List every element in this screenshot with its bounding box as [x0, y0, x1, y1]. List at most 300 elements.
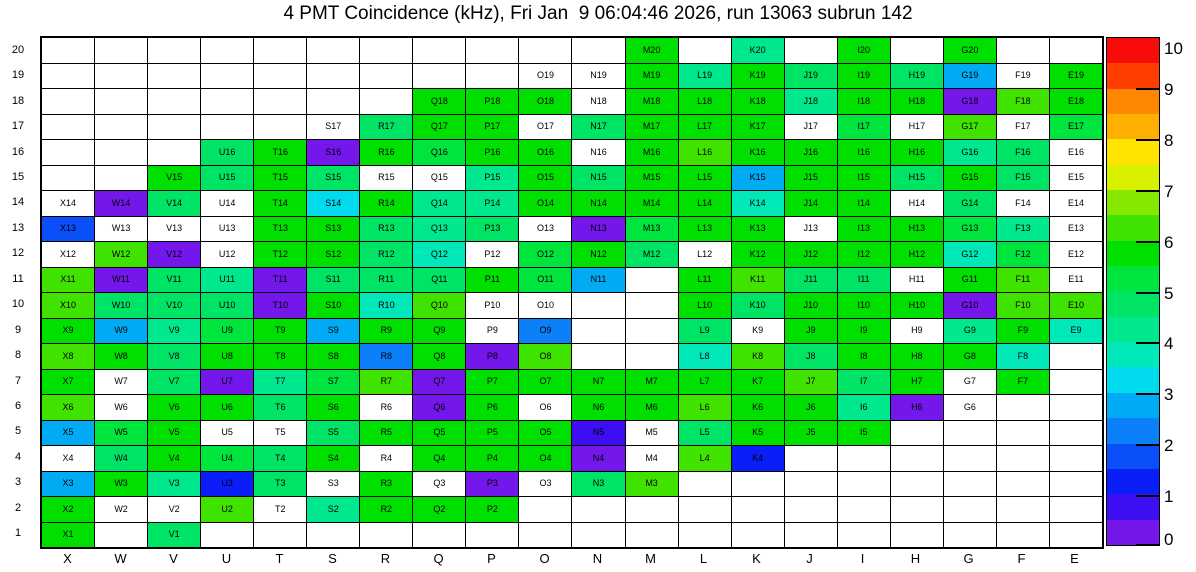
- heatmap-cell: T2: [254, 497, 306, 522]
- heatmap-cell: W3: [95, 472, 147, 497]
- colorbar-segment: [1107, 342, 1159, 367]
- heatmap-cell: X1: [42, 523, 94, 548]
- heatmap-cell-empty: [413, 38, 465, 63]
- heatmap-cell: V13: [148, 217, 200, 242]
- heatmap-cell: Q8: [413, 344, 465, 369]
- heatmap-cell: I20: [838, 38, 890, 63]
- heatmap-cell: N3: [572, 472, 624, 497]
- heatmap-cell: J16: [785, 140, 837, 165]
- heatmap-cell: K18: [732, 89, 784, 114]
- heatmap-cell: H12: [891, 242, 943, 267]
- row-axis-label: 14: [11, 196, 25, 209]
- colorbar-tick-label: 4: [1164, 334, 1174, 354]
- heatmap-cell: V7: [148, 370, 200, 395]
- heatmap-cell-empty: [148, 38, 200, 63]
- heatmap-cell-empty: [307, 89, 359, 114]
- heatmap-cell: J7: [785, 370, 837, 395]
- heatmap-cell: R11: [360, 268, 412, 293]
- heatmap-cell: Q17: [413, 115, 465, 140]
- heatmap-cell: X2: [42, 497, 94, 522]
- heatmap-cell: T16: [254, 140, 306, 165]
- heatmap-cell: M18: [626, 89, 678, 114]
- heatmap-cell: K4: [732, 446, 784, 471]
- heatmap-cell-empty: [42, 115, 94, 140]
- heatmap-cell: S3: [307, 472, 359, 497]
- heatmap-cell: R16: [360, 140, 412, 165]
- heatmap-cell: X11: [42, 268, 94, 293]
- heatmap-cell: N19: [572, 64, 624, 89]
- heatmap-cell-empty: [572, 523, 624, 548]
- colorbar-segment: [1107, 291, 1159, 316]
- heatmap-cell: I13: [838, 217, 890, 242]
- heatmap-cell: Q18: [413, 89, 465, 114]
- heatmap-cell: S6: [307, 395, 359, 420]
- heatmap-cell: T11: [254, 268, 306, 293]
- heatmap-cell: V9: [148, 319, 200, 344]
- heatmap-cell: H17: [891, 115, 943, 140]
- heatmap-cell: H13: [891, 217, 943, 242]
- heatmap-cell: J13: [785, 217, 837, 242]
- heatmap-cell: L12: [679, 242, 731, 267]
- heatmap-cell: S15: [307, 166, 359, 191]
- heatmap-cell: I12: [838, 242, 890, 267]
- heatmap-cell: H8: [891, 344, 943, 369]
- heatmap-cell: P16: [466, 140, 518, 165]
- heatmap-cell: S17: [307, 115, 359, 140]
- column-axis-label: N: [592, 551, 603, 566]
- column-axis-label: X: [63, 551, 72, 566]
- heatmap-cell: M7: [626, 370, 678, 395]
- heatmap-cell: H11: [891, 268, 943, 293]
- heatmap-cell: E17: [1050, 115, 1102, 140]
- heatmap-cell: E19: [1050, 64, 1102, 89]
- heatmap-cell: R14: [360, 191, 412, 216]
- colorbar-segment: [1107, 165, 1159, 190]
- heatmap-cell: V8: [148, 344, 200, 369]
- heatmap-cell-empty: [626, 344, 678, 369]
- row-axis-label: 7: [14, 374, 22, 387]
- heatmap-cell-empty: [466, 38, 518, 63]
- heatmap-cell: G8: [944, 344, 996, 369]
- heatmap-cell-empty: [679, 497, 731, 522]
- row-axis-label: 3: [14, 476, 22, 489]
- heatmap-cell: E18: [1050, 89, 1102, 114]
- heatmap-cell: I7: [838, 370, 890, 395]
- heatmap-cell: N5: [572, 421, 624, 446]
- heatmap-cell-empty: [785, 446, 837, 471]
- heatmap-cell-empty: [95, 140, 147, 165]
- row-axis-label: 15: [11, 170, 25, 183]
- heatmap-cell: H10: [891, 293, 943, 318]
- heatmap-cell: K8: [732, 344, 784, 369]
- heatmap-cell: W6: [95, 395, 147, 420]
- colorbar-segment: [1107, 444, 1159, 469]
- heatmap-cell: G12: [944, 242, 996, 267]
- heatmap-cell: V11: [148, 268, 200, 293]
- heatmap-cell-empty: [785, 472, 837, 497]
- heatmap-cell: L17: [679, 115, 731, 140]
- heatmap-cell: T12: [254, 242, 306, 267]
- row-axis-label: 16: [11, 145, 25, 158]
- colorbar-segment: [1107, 139, 1159, 164]
- heatmap-cell: L11: [679, 268, 731, 293]
- row-axis-label: 19: [11, 69, 25, 82]
- colorbar-tick-label: 3: [1164, 385, 1174, 405]
- heatmap-cell: G9: [944, 319, 996, 344]
- colorbar-segment: [1107, 241, 1159, 266]
- heatmap-cell: H16: [891, 140, 943, 165]
- heatmap-cell-empty: [95, 64, 147, 89]
- heatmap-cell: F10: [997, 293, 1049, 318]
- heatmap-cell: O13: [519, 217, 571, 242]
- heatmap-cell: W8: [95, 344, 147, 369]
- heatmap-cell: P2: [466, 497, 518, 522]
- heatmap-cell: G19: [944, 64, 996, 89]
- heatmap-cell: S4: [307, 446, 359, 471]
- heatmap-cell: K12: [732, 242, 784, 267]
- heatmap-cell-empty: [42, 166, 94, 191]
- heatmap-cell: W9: [95, 319, 147, 344]
- heatmap-cell: U16: [201, 140, 253, 165]
- heatmap-cell: K16: [732, 140, 784, 165]
- colorbar-tick: [1136, 342, 1160, 344]
- heatmap-cell: S5: [307, 421, 359, 446]
- heatmap-cell-empty: [1050, 395, 1102, 420]
- heatmap-cell: G15: [944, 166, 996, 191]
- heatmap-cell-empty: [42, 140, 94, 165]
- colorbar-tick-label: 0: [1164, 530, 1174, 549]
- row-axis-label: 1: [14, 527, 22, 540]
- heatmap-cell: F13: [997, 217, 1049, 242]
- heatmap-cell: G13: [944, 217, 996, 242]
- heatmap-cell: P13: [466, 217, 518, 242]
- heatmap-cell-empty: [997, 421, 1049, 446]
- heatmap-cell-empty: [95, 115, 147, 140]
- heatmap-cell: O10: [519, 293, 571, 318]
- heatmap-cell: Q12: [413, 242, 465, 267]
- row-axis-label: 8: [14, 349, 22, 362]
- heatmap-cell: R15: [360, 166, 412, 191]
- heatmap-cell: K15: [732, 166, 784, 191]
- heatmap-cell-empty: [891, 446, 943, 471]
- colorbar-segment: [1107, 38, 1159, 63]
- heatmap-cell: K14: [732, 191, 784, 216]
- heatmap-cell: F16: [997, 140, 1049, 165]
- heatmap-cell: F12: [997, 242, 1049, 267]
- heatmap-cell: N4: [572, 446, 624, 471]
- heatmap-cell-empty: [679, 523, 731, 548]
- colorbar-segment: [1107, 494, 1159, 519]
- heatmap-cell: Q9: [413, 319, 465, 344]
- row-axis-label: 10: [11, 298, 25, 311]
- heatmap-cell: M15: [626, 166, 678, 191]
- heatmap-cell-empty: [95, 166, 147, 191]
- heatmap-cell: U8: [201, 344, 253, 369]
- heatmap-cell: K10: [732, 293, 784, 318]
- heatmap-cell-empty: [360, 64, 412, 89]
- heatmap-cell-empty: [626, 268, 678, 293]
- heatmap-cell: F9: [997, 319, 1049, 344]
- heatmap-cell: J6: [785, 395, 837, 420]
- heatmap-cell: U6: [201, 395, 253, 420]
- heatmap-cell-empty: [626, 497, 678, 522]
- heatmap-cell: F7: [997, 370, 1049, 395]
- heatmap-cell: F8: [997, 344, 1049, 369]
- heatmap-cell: U14: [201, 191, 253, 216]
- heatmap-cell: U10: [201, 293, 253, 318]
- row-axis-label: 5: [14, 425, 22, 438]
- heatmap-cell-empty: [254, 64, 306, 89]
- heatmap-cell: Q15: [413, 166, 465, 191]
- heatmap-cell: K20: [732, 38, 784, 63]
- heatmap-cell-empty: [997, 38, 1049, 63]
- heatmap-cell: U7: [201, 370, 253, 395]
- heatmap-cell-empty: [732, 497, 784, 522]
- heatmap-cell: W12: [95, 242, 147, 267]
- heatmap-cell-empty: [1050, 344, 1102, 369]
- colorbar-segment: [1107, 89, 1159, 114]
- heatmap-cell: E13: [1050, 217, 1102, 242]
- heatmap-cell: Q11: [413, 268, 465, 293]
- heatmap-cell: S14: [307, 191, 359, 216]
- heatmap-cell: Q13: [413, 217, 465, 242]
- heatmap-cell: P10: [466, 293, 518, 318]
- heatmap-cell: O14: [519, 191, 571, 216]
- heatmap-cell: M6: [626, 395, 678, 420]
- heatmap-cell: I15: [838, 166, 890, 191]
- heatmap-cell: I14: [838, 191, 890, 216]
- colorbar-tick: [1136, 88, 1160, 90]
- heatmap-cell-empty: [201, 115, 253, 140]
- heatmap-cell: M14: [626, 191, 678, 216]
- heatmap-cell-empty: [997, 497, 1049, 522]
- heatmap-cell: R3: [360, 472, 412, 497]
- heatmap-cell: I10: [838, 293, 890, 318]
- heatmap-cell: U9: [201, 319, 253, 344]
- heatmap-cell: P5: [466, 421, 518, 446]
- heatmap-cell: I19: [838, 64, 890, 89]
- colorbar-tick-label: 2: [1164, 436, 1174, 456]
- heatmap-cell-empty: [1050, 472, 1102, 497]
- heatmap-cell-empty: [254, 115, 306, 140]
- heatmap-cell-empty: [95, 89, 147, 114]
- heatmap-cell: L10: [679, 293, 731, 318]
- heatmap-cell: O17: [519, 115, 571, 140]
- heatmap-cell: O18: [519, 89, 571, 114]
- heatmap-cell: H18: [891, 89, 943, 114]
- heatmap-cell: Q6: [413, 395, 465, 420]
- column-axis-label: G: [963, 551, 974, 566]
- heatmap-cell: E10: [1050, 293, 1102, 318]
- heatmap-cell: T8: [254, 344, 306, 369]
- heatmap-cell: I5: [838, 421, 890, 446]
- heatmap-cell: R10: [360, 293, 412, 318]
- heatmap-cell-empty: [732, 472, 784, 497]
- heatmap-cell: L15: [679, 166, 731, 191]
- heatmap-cell: G11: [944, 268, 996, 293]
- heatmap-cell: W11: [95, 268, 147, 293]
- heatmap-cell-empty: [838, 446, 890, 471]
- heatmap-cell: W14: [95, 191, 147, 216]
- heatmap-cell: Q3: [413, 472, 465, 497]
- heatmap-cell: V6: [148, 395, 200, 420]
- heatmap-cell: O15: [519, 166, 571, 191]
- heatmap-cell: O5: [519, 421, 571, 446]
- heatmap-cell: K11: [732, 268, 784, 293]
- heatmap-cell: S8: [307, 344, 359, 369]
- heatmap-cell-empty: [307, 64, 359, 89]
- colorbar-segment: [1107, 190, 1159, 215]
- heatmap-cell: W7: [95, 370, 147, 395]
- heatmap-cell: E16: [1050, 140, 1102, 165]
- heatmap-cell: L13: [679, 217, 731, 242]
- heatmap-cell: J15: [785, 166, 837, 191]
- heatmap-cell-empty: [944, 497, 996, 522]
- heatmap-cell: P14: [466, 191, 518, 216]
- column-axis-label: V: [169, 551, 178, 566]
- heatmap-cell-empty: [42, 64, 94, 89]
- heatmap-cell: Q5: [413, 421, 465, 446]
- colorbar-segment: [1107, 469, 1159, 494]
- heatmap-cell: T7: [254, 370, 306, 395]
- heatmap-cell: P18: [466, 89, 518, 114]
- heatmap-cell: X5: [42, 421, 94, 446]
- heatmap-cell: J9: [785, 319, 837, 344]
- heatmap-cell: F17: [997, 115, 1049, 140]
- heatmap-cell: S11: [307, 268, 359, 293]
- heatmap-cell: H14: [891, 191, 943, 216]
- heatmap-cell: Q10: [413, 293, 465, 318]
- column-axis-label: R: [380, 551, 391, 566]
- heatmap-cell-empty: [785, 38, 837, 63]
- colorbar-tick-label: 10: [1164, 39, 1183, 58]
- colorbar-tick-label: 6: [1164, 232, 1174, 252]
- heatmap-cell: T13: [254, 217, 306, 242]
- heatmap-cell-empty: [1050, 446, 1102, 471]
- heatmap-cell: W10: [95, 293, 147, 318]
- heatmap-cell-empty: [148, 64, 200, 89]
- heatmap-cell-empty: [519, 523, 571, 548]
- heatmap-cell: J11: [785, 268, 837, 293]
- heatmap-cell-empty: [838, 472, 890, 497]
- heatmap-cell: U13: [201, 217, 253, 242]
- colorbar-segment: [1107, 266, 1159, 291]
- heatmap-cell: J14: [785, 191, 837, 216]
- heatmap-cell-empty: [148, 115, 200, 140]
- heatmap-cell: R7: [360, 370, 412, 395]
- heatmap-cell: L7: [679, 370, 731, 395]
- heatmap-cell: J19: [785, 64, 837, 89]
- heatmap-cell: N18: [572, 89, 624, 114]
- heatmap-cell-empty: [201, 523, 253, 548]
- column-axis-label: Q: [433, 551, 444, 566]
- row-axis-label: 2: [14, 501, 22, 514]
- heatmap-cell: K19: [732, 64, 784, 89]
- heatmap-cell: Q4: [413, 446, 465, 471]
- heatmap-cell: P17: [466, 115, 518, 140]
- heatmap-cell: V2: [148, 497, 200, 522]
- heatmap-cell-empty: [626, 319, 678, 344]
- heatmap-cell: G7: [944, 370, 996, 395]
- heatmap-cell-empty: [519, 497, 571, 522]
- heatmap-cell: S13: [307, 217, 359, 242]
- heatmap-cell-empty: [891, 421, 943, 446]
- heatmap-cell: N11: [572, 268, 624, 293]
- heatmap-cell: H15: [891, 166, 943, 191]
- heatmap-cell: Q7: [413, 370, 465, 395]
- heatmap-cell-empty: [254, 523, 306, 548]
- heatmap-cell-empty: [1050, 497, 1102, 522]
- heatmap-cell: X7: [42, 370, 94, 395]
- heatmap-cell: S7: [307, 370, 359, 395]
- heatmap-cell: S9: [307, 319, 359, 344]
- heatmap-cell: J17: [785, 115, 837, 140]
- heatmap-cell: O9: [519, 319, 571, 344]
- heatmap-cell: N7: [572, 370, 624, 395]
- row-axis-label: 18: [11, 94, 25, 107]
- heatmap-cell: M20: [626, 38, 678, 63]
- heatmap-cell: R5: [360, 421, 412, 446]
- heatmap-cell-empty: [360, 523, 412, 548]
- heatmap-cell: I17: [838, 115, 890, 140]
- heatmap-cell: M3: [626, 472, 678, 497]
- heatmap-cell: X4: [42, 446, 94, 471]
- heatmap-cell-empty: [360, 38, 412, 63]
- heatmap-cell-empty: [1050, 523, 1102, 548]
- heatmap-cell: I18: [838, 89, 890, 114]
- heatmap-cell: J5: [785, 421, 837, 446]
- heatmap-cell: V14: [148, 191, 200, 216]
- heatmap-cell-empty: [307, 38, 359, 63]
- row-axis-label: 4: [14, 450, 22, 463]
- colorbar-tick: [1136, 241, 1160, 243]
- heatmap-cell: G10: [944, 293, 996, 318]
- colorbar-tick-label: 7: [1164, 181, 1174, 201]
- heatmap-cell: N16: [572, 140, 624, 165]
- column-axis-label: W: [114, 551, 127, 566]
- heatmap-cell: W5: [95, 421, 147, 446]
- colorbar-segment: [1107, 317, 1159, 342]
- heatmap-cell: M17: [626, 115, 678, 140]
- heatmap-cell: S16: [307, 140, 359, 165]
- heatmap-cell: N17: [572, 115, 624, 140]
- heatmap-cell-empty: [572, 38, 624, 63]
- heatmap-cell-empty: [254, 89, 306, 114]
- row-axis-label: 9: [14, 323, 22, 336]
- heatmap-cell: P3: [466, 472, 518, 497]
- heatmap-cell-empty: [254, 38, 306, 63]
- heatmap-cell: P12: [466, 242, 518, 267]
- heatmap-cell: L19: [679, 64, 731, 89]
- colorbar-tick-label: 9: [1164, 79, 1174, 99]
- heatmap-cell: M4: [626, 446, 678, 471]
- heatmap-cell: O4: [519, 446, 571, 471]
- heatmap-cell-empty: [626, 523, 678, 548]
- heatmap-cell: F11: [997, 268, 1049, 293]
- heatmap-grid: [41, 37, 1103, 548]
- heatmap-cell-empty: [1050, 370, 1102, 395]
- heatmap-cell-empty: [891, 472, 943, 497]
- heatmap-cell: M5: [626, 421, 678, 446]
- heatmap-cell: L9: [679, 319, 731, 344]
- heatmap-cell-empty: [572, 293, 624, 318]
- heatmap-cell: K17: [732, 115, 784, 140]
- heatmap-cell: P7: [466, 370, 518, 395]
- heatmap-cell: U15: [201, 166, 253, 191]
- heatmap-cell: M16: [626, 140, 678, 165]
- heatmap-cell: L14: [679, 191, 731, 216]
- heatmap-cell: X10: [42, 293, 94, 318]
